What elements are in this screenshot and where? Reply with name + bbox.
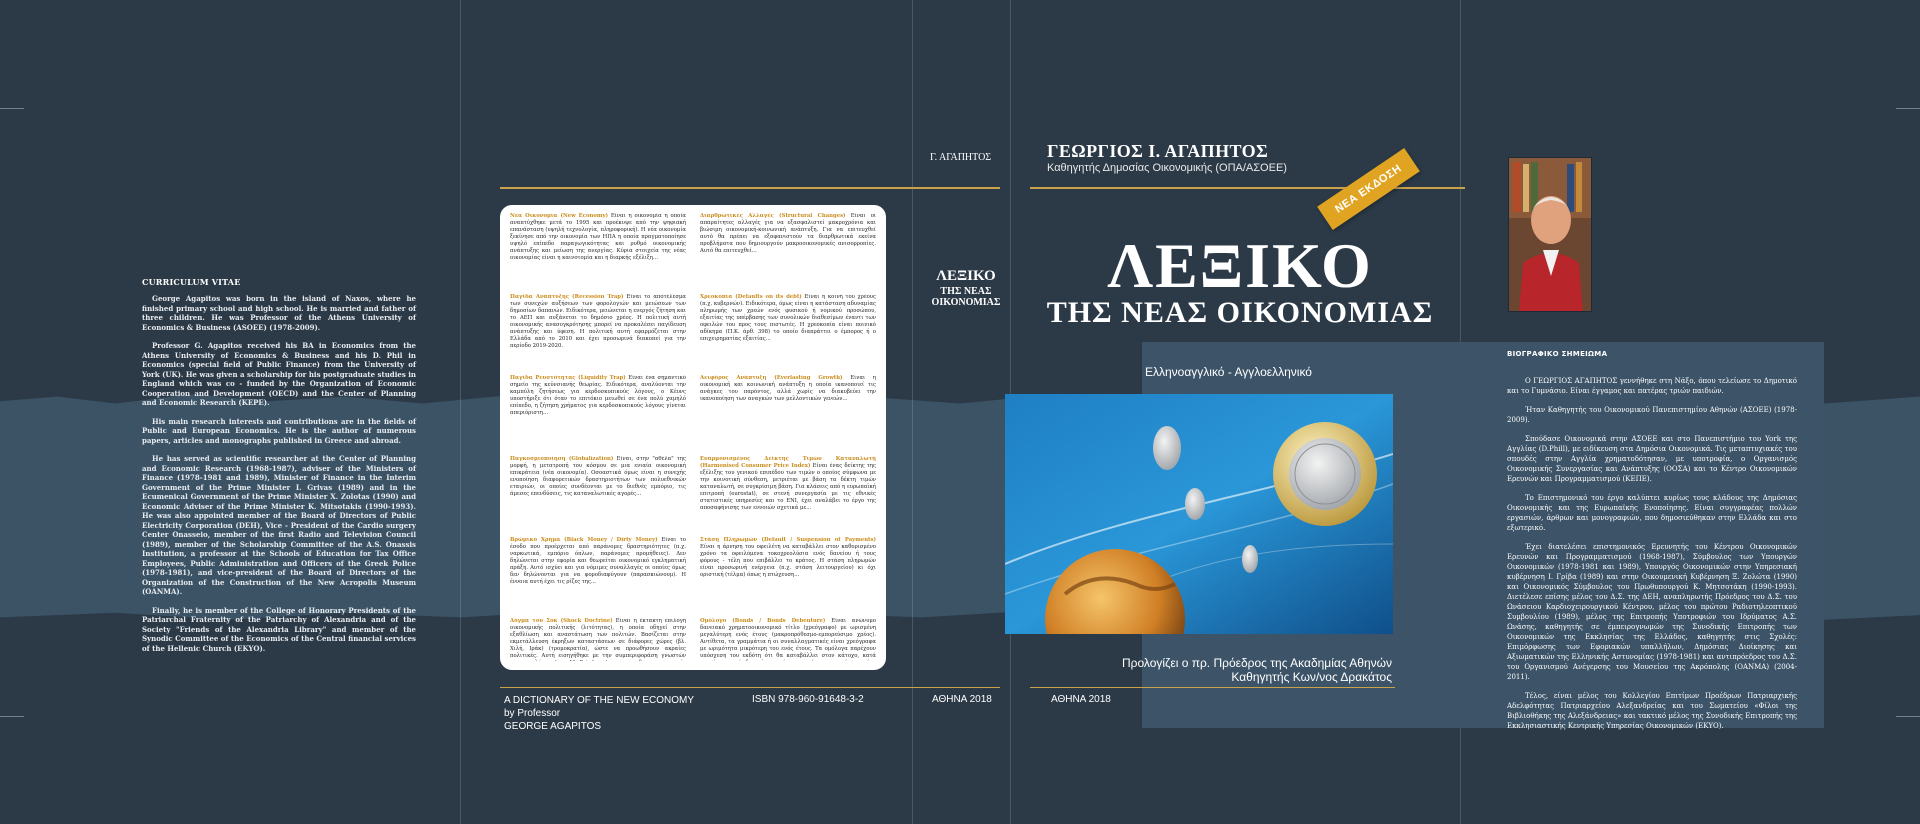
coin-image (1153, 426, 1181, 470)
dictionary-entry: Ομόλογο (Bonds / Bonds Debenture) Είναι ανώνυμο δανειακό χρηματοοικονομικό τίτλο (χρεόγραφο) με ωρισμένη μεγαλύτερη ενός έτους (μακροπρόθεσμο-εμπορεύσιμο χρέος). Αντίθετα, τα γραμμάτια ή οι συναλλαγματικές είναι χρεόγραφα με ωριμότητα μικρότερη του ενός έτους. Τα ομόλογα παρέχουν υπόσχεση του εκδότη ότι θα καταβάλλει στον κάτοχο, κατά (700, 618, 876, 659)
cv-title: CURRICULUM VITAE (142, 277, 241, 287)
fold-line (912, 0, 913, 824)
bio-body (1507, 376, 1797, 740)
dictionary-entry: Παγίδα Ανάπτυξης (Recession Trap) Είναι το αποτέλεσμα των συνεχών αυξήσεων των φορολογιών και μειώσεων των δημοσίων δαπανών. Ειδικότερα, μειώνεται η ενεργός ζήτηση και το ΑΕΠ και αυξάνεται το δημόσιο χρέος. Η πολιτική αυτή οικονομικής ανασυγκρότησης μπορεί να προκαλέσει παγίδευση ανάπτυξης και ύφεση. Η πολιτική αυτή εφαρμόζεται στην Ελλάδα από το 2010 και έχει προσωρινά διακοπεί για την περίοδο 2019-2020. (510, 294, 686, 349)
dictionary-entry: Χρεοκοπία (Defaults on its debt) Είναι η κοινή του χρέους (π.χ. κυβερνών). Ειδικότερα, όμως είναι η κατάσταση αδυναμίας πληρωμής των χρεών ενός φυσικού ή νομικού προσώπου, εξαιτίας της υπέρβασης των συνολικών διαθεσίμων έναντι των οφειλών του προς τους πιστωτές. Η χρεοκοπία είναι ποινικό αδίκημα (Π.Κ. άρθ. 398) το οποίο διαπράττει ο έμπορος ή ο επιχειρηματίας εξαιτίας... (700, 294, 876, 342)
english-by-line: by Professor (504, 708, 561, 719)
cv-paragraph: He has served as scientific researcher at the Center of Planning and Economic Research (1968-1987), adviser of the Ministers of Finance (1978-1981 and 1989), Minister of Finance in the Interim Government of the Prime Minister I. Grivas (1989) and in the Ecumenical Government of the Prime Minister X. Zolotas (1990) and Economic Adviser of the Prime Minister K. Mitsotakis (1990-1993). He was also appointed member of the Board of Directors of Public Electricity Corporation (DEH), Vice - President of the Cardio surgery Center Onasseio, member of the first Radio and Television Council (1989), member of the Scholarship Committee of the A.S. Onassis Institution, a professor at the Schools of Education for Tax Office Employees, Public Administration and Officers of the Greek Police (1978-1981), and vice-president of the Board of Directors of the Organization of the Construction of the New Acropolis Museum (OANMA). (142, 454, 416, 596)
front-top-rule (1030, 187, 1465, 189)
preface-line: Προλογίζει ο πρ. Πρόεδρος της Ακαδημίας Αθηνών (1121, 656, 1392, 670)
cv-paragraph: His main research interests and contributions are in the fields of Public and European Economics. He is the author of numerous papers, articles and monographs published in Greece and abroad. (142, 416, 416, 445)
cv-paragraph: George Agapitos was born in the island of Naxos, where he finished primary school and high school. He is married and father of three children. He was Professor of the Athens University of Economics & Business (ASOEE) (1978-2009). (142, 294, 416, 332)
dictionary-entry: Δόγμα του Σοκ (Shock Doctrine) Είναι η έκτακτη επιλογή οικονομικής πολιτικής (λιτότητας), η οποία οδηγεί στην εξαθλίωση και αναστάτωση των πολιτών. Βασίζεται στην εκμετάλλευση έκρηξων καταστάσεων σε διάφορες χώρες (βλ. Χιλή, Ιράκ) (τρομοκρατία), ώστε να προωθήσουν ακραίες πολιτικές. Αυτή εισηγήθηκε με την συμπεριφοράση γνωστών (510, 618, 686, 659)
author-portrait-image (1509, 158, 1592, 312)
book-subtitle: ΤΗΣ ΝΕΑΣ ΟΙΚΟΝΟΜΙΑΣ (1046, 296, 1434, 329)
back-bottom-rule (500, 687, 1000, 688)
dictionary-entry: Αειφόρος Ανάπτυξη (Everlasting Growth) Είναι η οικονομική και κοινωνική ανάπτυξη η οποία ικανοποιεί τις ανάγκες του παρόντος, αλλά χωρίς να διακυβεύει την ικανοποίηση των αναγκών των μελλοντικών γενεών... (700, 375, 876, 402)
sample-entries-panel (500, 205, 886, 670)
trim-mark (1896, 716, 1920, 717)
cv-paragraph: Professor G. Agapitos received his BA in Economics from the Athens University of Economics & Business and his D. Phil in Economics (special field of Public Finance) from the University of York (UK). He was given a scholarship for his postgraduate studies in England which was co - funded by the Organization of Economic Cooperation and Development (OECD) and the Center of Planning and Economic Research (KEPE). (142, 341, 416, 407)
entries-grid (510, 213, 876, 661)
spine-year: ΑΘΗΝΑ 2018 (932, 694, 992, 705)
bio-paragraph: Ήταν Καθηγητής του Οικονομικού Πανεπιστημίου Αθηνών (ΑΣΟΕΕ) (1978-2009). (1507, 406, 1797, 424)
front-year: ΑΘΗΝΑ 2018 (1051, 694, 1111, 705)
spine-title: ΛΕΞΙΚΟ (936, 268, 996, 284)
spine-author: Γ. ΑΓΑΠΗΤΟΣ (930, 152, 992, 163)
spine-subtitle-line: ΤΗΣ ΝΕΑΣ (940, 286, 992, 297)
languages-line: Ελληνοαγγλικό - Αγγλοελληνικό (1145, 365, 1312, 379)
english-title: A DICTIONARY OF THE NEW ECONOMY (504, 695, 695, 706)
spine-subtitle-line: ΟΙΚΟΝΟΜΙΑΣ (931, 297, 1001, 308)
bio-paragraph: Ο ΓΕΩΡΓΙΟΣ ΑΓΑΠΗΤΟΣ γεννήθηκε στη Νάξο, όπου τελείωσε το Δημοτικό και το Γυμνάσιο. Είναι έγγαμος και πατέρας τριών παιδιών. (1507, 377, 1797, 395)
book-title: ΛΕΞΙΚΟ (1107, 230, 1373, 301)
dictionary-entry: Διαρθρωτικές Αλλαγές (Structural Changes) Είναι οι απαραίτητες αλλαγές για να εξασφαλιστεί μακροχρόνια και βιώσιμη οικονομική-κοινωνική ανάπτυξη. Για να επιτευχθεί αυτό θα πρέπει να εξαφανιστούν τα διαρθρωτικά εκείνα προβλήματα που δημιουργούν μακροοικονομικές ανισορροπίες. Αυτό θα επιτευχθεί... (700, 213, 876, 254)
spine-subtitle (925, 286, 1007, 308)
entries-column-right (700, 213, 876, 661)
dictionary-entry: Στάση Πληρωμών (Default / Suspension of Payments) Είναι η άρνηση του οφειλέτη να καταβάλλει στον καθορισμένο χρόνο τα οφειλόμενα τοκοχρεολύσια ενός δανείου ή τους φόρους - τέλη που επιβάλλει το κράτος. Η στάση πληρωμών είναι προσωρινή ενέργεια (π.χ. στάση λειτουργείου) κι όχι οριστική (τέλμα) όπως η πτώχευση... (700, 537, 876, 578)
front-bottom-rule (1030, 687, 1395, 688)
coins-globe-image (1005, 394, 1393, 634)
dictionary-entry: Νέα Οικονομία (New Economy) Είναι η οικονομία η οποία αναπτύχθηκε μετά το 1995 και προέκυψε από την ψηφιακή επανάσταση (υψηλή τεχνολογία, πληροφορική). Η νέα οικονομία ξεκίνησε από την οικονομία των ΗΠΑ η οποία πραγματοποίησε υψηλό επίπεδο παραγωγικότητας και ρυθμό οικονομικής ανάπτυξης και μείωση της ανεργίας. Κύρια στοιχεία της νέας οικονομίας είναι η καινοτομία και η διαρκής εξέλιξη... (510, 213, 686, 261)
isbn: ISBN 978-960-91648-3-2 (752, 694, 864, 705)
bio-title: ΒΙΟΓΡΑΦΙΚΟ ΣΗΜΕΙΩΜΑ (1507, 350, 1608, 358)
front-author-role: Καθηγητής Δημοσίας Οικονομικής (ΟΠΑ/ΑΣΟΕΕ) (1047, 162, 1287, 174)
english-author: GEORGE AGAPITOS (504, 721, 602, 732)
dictionary-entry: Παγκοσμιοποίηση (Globalization) Είναι, στην "αθέλα" της μορφή, η μετατροπή του κόσμου σε μια ενιαία οικονομική επικράτεια (νέα οικονομία). Οσοαστικά όμως είναι η συνεχής ενοποίηση διαφορετικών δραστηριοτήτων των πολυεθνικών εταιριών, οι οποίες συνδέονται με το διεθνές εμπόριο, τις άμεσες επενδύσεις, τις καταναλωτικές αγορές... (510, 456, 686, 497)
dictionary-entry: Παγίδα Ρευστότητας (Liquidity Trap) Είναι ένα σημαντικό σημείο της κεϋνσιανής θεωρίας. Ειδικότερα, αναλύονται την καμπύλη ζητήσεως για κερδοσκοπικούς λόγους, ο Κέυνς υποστήριξε ότι όταν το επιτόκιο μειωθεί σε ένα πολύ χαμηλό επίπεδο, η ζήτηση χρήματος για κερδοσκοπικούς λόγους γίνεται απεριόριστη... (510, 375, 686, 416)
english-title-block (504, 694, 694, 733)
author-portrait (1508, 157, 1592, 312)
new-edition-ribbon: ΝΕΑ ΕΚΔΟΣΗ (1317, 148, 1420, 230)
coin-image (1242, 545, 1258, 573)
trim-mark (0, 716, 24, 717)
fold-line (460, 0, 461, 824)
bio-paragraph: Το Επιστημονικό του έργο καλύπτει κυρίως τους κλάδους της Δημόσιας Οικονομικής και της Ευρωπαϊκής Ενοποίησης. Είναι συγγραφέας πολλών εργασιών, άρθρων και μονογραφιών, που δημοσιεύθηκαν στην Ελλάδα και στο εξωτερικό. (1507, 494, 1797, 532)
bio-paragraph: Σπούδασε Οικονομικά στην ΑΣΟΕΕ και στο Πανεπιστήμιο του York της Αγγλίας (D.Phill), με ειδίκευση στα Δημόσια Οικονομικά. Τις μεταπτυχιακές του σπουδές στην Αγγλία χρηματοδότησαν, με υποτροφία, ο Οργανισμός Οικονομικής Συνεργασίας και Ανάπτυξης (ΟΟΣΑ) και το Κέντρο Οικονομικών Ερευνών και Προγραμματισμού (ΚΕΠΕ). (1507, 435, 1797, 483)
front-author: ΓΕΩΡΓΙΟΣ Ι. ΑΓΑΠΗΤΟΣ (1047, 141, 1269, 161)
trim-mark (0, 108, 24, 109)
dictionary-entry: Βρώμικο Χρήμα (Black Money / Dirty Money) Είναι το έσοδο που προέρχεται από παράνομες δραστηριότητες (π.χ. ναρκωτικά, εμπόριο όπλων, παράνομες προμήθειες). Δεν δηλώνεται στην εφορία και θεωρείται οικονομικό εγκληματική πράξη. Αυτό ισχύει και για νόμιμες συναλλαγές οι οποίες όμως δεν δηλώνονται για να φοροδιαφύγουν (παρασκιώνουμ). Η έννοια αυτή έχει τις ρίζες της... (510, 537, 686, 585)
trim-mark (1896, 108, 1920, 109)
cv-paragraph: Finally, he is member of the College of Honorary Presidents of the Patriarchal Fraternity of the Patriarchy of Alexandria and of the Society "Friends of the Alexandria Library" and member of the Synodic Committee of the Economics of the Central financial services of the Hellenic Church (EKYO). (142, 605, 416, 653)
preface-line: Καθηγητής Κων/νος Δρακάτος (1231, 670, 1392, 684)
back-top-rule (500, 187, 1000, 189)
preface-note (1080, 656, 1392, 684)
cv-body (142, 294, 416, 662)
entries-column-left (510, 213, 686, 661)
bio-paragraph: Τέλος, είναι μέλος του Κολλεγίου Επιτίμων Προέδρων Πατριαρχικής Αδελφότητας Πατριαρχείου Αλεξανδρείας και του Σωματείου «Φίλοι της Βιβλιοθήκης της Αλεξάνδρειας» και τακτικό μέλος της Συνοδικής Επιτροπής της Εκκλησιαστικής Κεντρικής Υπηρεσίας Οικονομικών (ΕΚΥΟ). (1507, 692, 1797, 730)
dictionary-entry: Εναρμονισμένος Δείκτης Τιμών Καταναλωτή (Harmonised Consumer Price Index) Είναι ένας δείκτης της εξέλιξης του γενικού επιπέδου των τιμών ο οποίος σύμφωνα με την κοινοτική σύνθεση, μετριέται με βάση τα δέκτη τιμών καταναλωτή, σε συγκρίσιμη βάση. Για κλάσεις από η ευρωπαϊκή επιτροπή (eurostat), σε στενή συνεργασία με τις εθνικές στατιστικές υπηρεσίες και το ΕΝΙ, έχει αναλάβει το έργο της αποσαφήνισης των εννοιών σχετικά με... (700, 456, 876, 511)
coin-image (1185, 488, 1205, 520)
cover-photo (1005, 394, 1393, 634)
bio-paragraph: Έχει διατελέσει επιστημονικός Ερευνητής του Κέντρου Οικονομικών Ερευνών και Προγραμματισμού (1968-1987), Σύμβουλος των Υπουργών Οικονομικών (1978-1981 και 1989), Υπουργός Οικονομικών στην Υπηρεσιακή κυβέρνηση Ι. Γρίβα (1989) και στην Οικουμενική Κυβέρνηση Ξ. Ζολώτα (1990) και Οικονομικός Σύμβουλος του Πρωθυπουργού Κ. Μητσοτάκη (1990-1993). Διετέλεσε επίσης μέλος του Δ.Σ. της ΔΕΗ, αναπληρωτής Πρόεδρος του Δ.Σ. του Ωνάσειου Καρδιοχειρουργικού Κέντρου, μέλος του πρώτου Ραδιοτηλεοπτικού Συμβουλίου (1989), μέλος της Επιτροπής Υποτροφιών του Ιδρύματος Α.Σ. Ωνάσης, καθηγητής σε έμπειρογνωμών της Συνοδικής Επιτροπής των Οικονομικών της Εκκλησίας της Ελλάδος, καθηγητής στις Σχολές: Επιμόρφωσης των Εφοριακών υπαλλήλων, Δημόσιας Διοίκησης και Αξιωματικών της Ελληνικής Αστυνομίας (1978-1981) και αντιπρόεδρος του Δ.Σ. του Οργανισμού Ανέγερσης του Μουσείου της Ακρόπολης (ΟΑΝΜΑ) (2004-2011). (1507, 543, 1797, 681)
